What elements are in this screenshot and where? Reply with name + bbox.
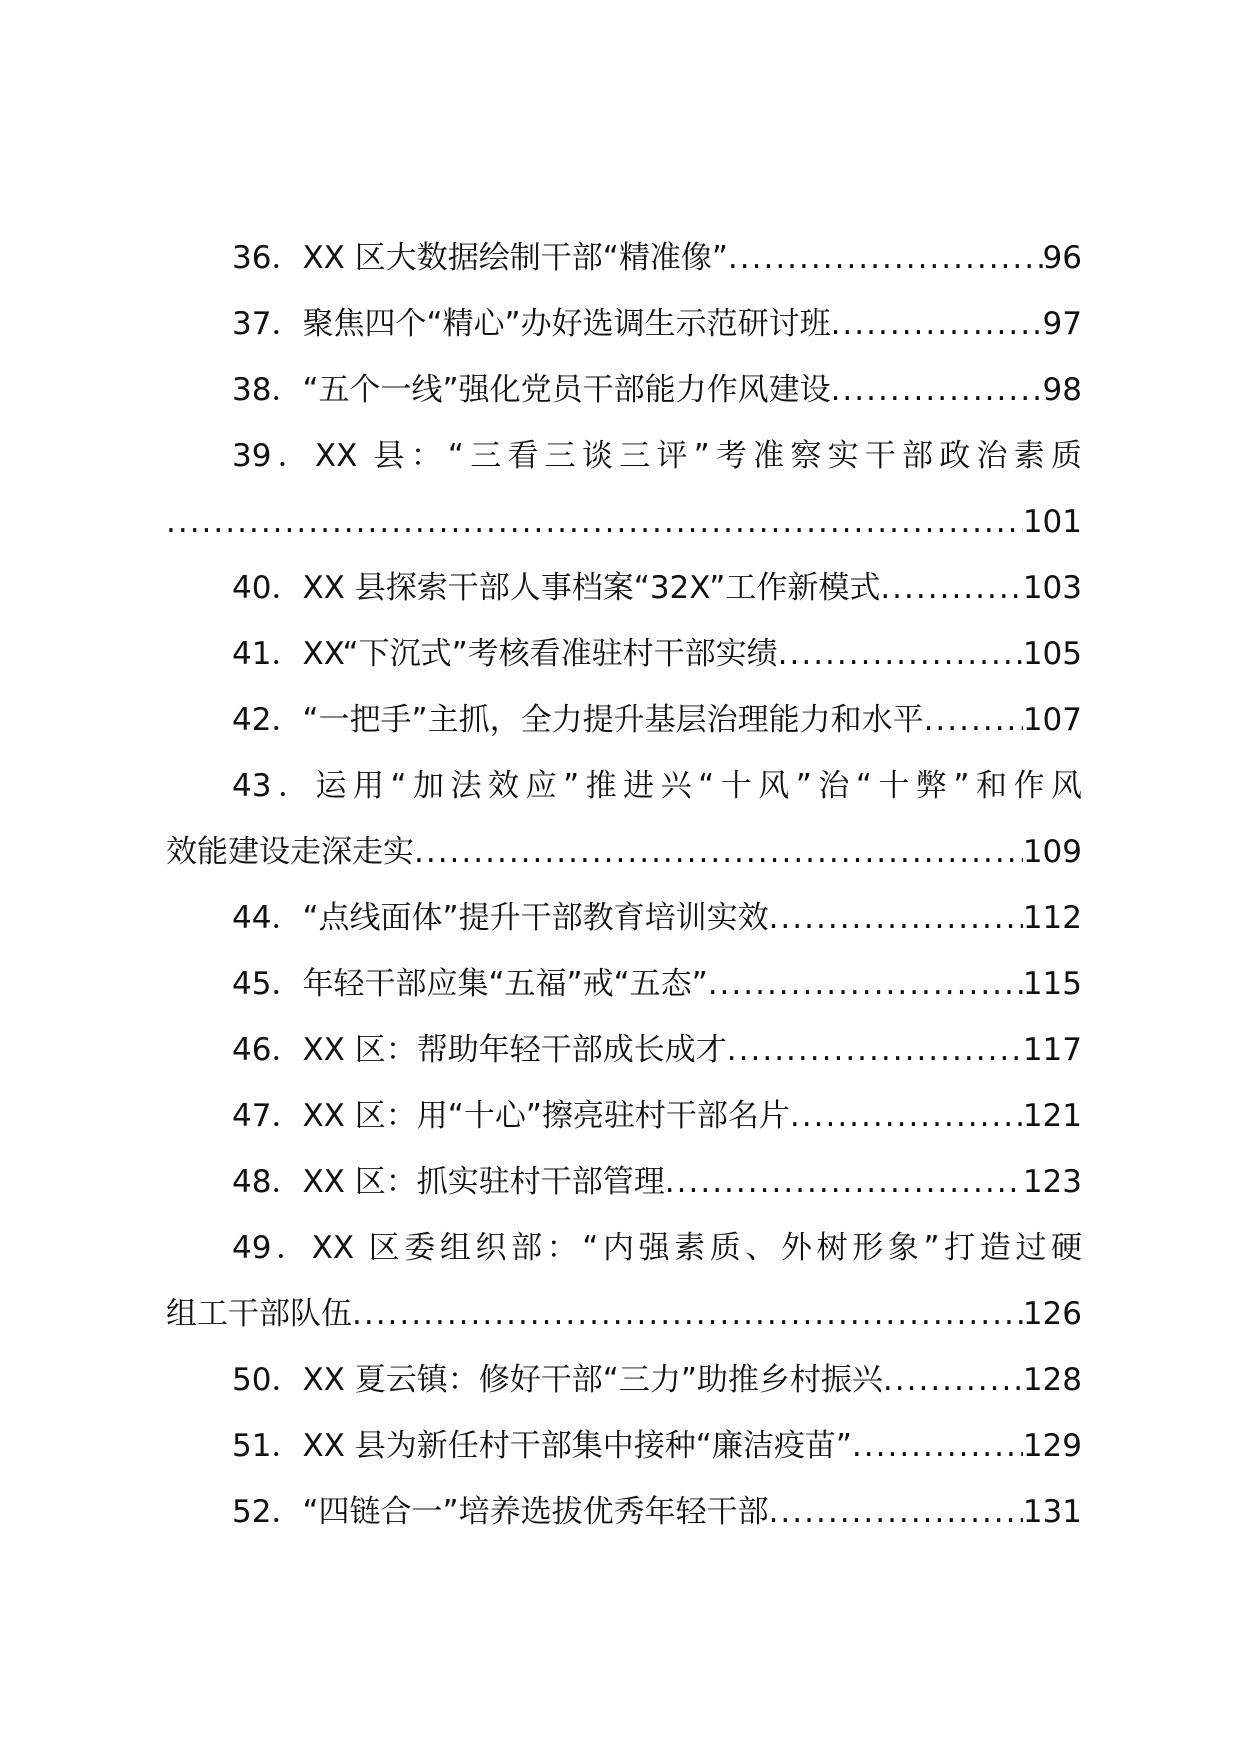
toc-entry-line[interactable] [166, 753, 1082, 819]
toc-page-number: 121 [1022, 1098, 1082, 1134]
toc-dot-leader [790, 1083, 1023, 1149]
toc-page-number: 128 [1022, 1362, 1082, 1398]
toc-entry-title: 36．XX 区大数据绘制干部“精准像” [232, 240, 728, 276]
toc-page-number: 117 [1022, 1032, 1082, 1068]
toc-page-number: 101 [1022, 504, 1082, 540]
toc-page-number: 115 [1022, 966, 1082, 1002]
toc-entry-line[interactable] [166, 1149, 1082, 1215]
toc-entry-line[interactable] [166, 1083, 1082, 1149]
toc-page-number: 98 [1042, 372, 1082, 408]
toc-entry-line[interactable] [166, 621, 1082, 687]
toc-entry-title: 52．“四链合一”培养选拔优秀年轻干部 [232, 1494, 769, 1530]
toc-page-number: 103 [1022, 570, 1082, 606]
toc-entry-title: 38．“五个一线”强化党员干部能力作风建设 [232, 372, 831, 408]
toc-dot-leader [728, 225, 1043, 291]
table-of-contents [166, 225, 1082, 1545]
toc-entry-line[interactable] [166, 687, 1082, 753]
toc-entry-title: 49．XX 区委组织部：“内强素质、外树形象”打造过硬 [232, 1230, 1082, 1266]
toc-entry-line[interactable] [166, 489, 1082, 555]
toc-dot-leader [852, 1413, 1023, 1479]
toc-entry-line[interactable] [166, 1017, 1082, 1083]
toc-entry-line[interactable] [166, 291, 1082, 357]
toc-entry-line[interactable] [166, 819, 1082, 885]
toc-page-number: 123 [1022, 1164, 1082, 1200]
toc-entry-line[interactable] [166, 951, 1082, 1017]
toc-entry-title: 40．XX 县探索干部人事档案“32X”工作新模式 [232, 570, 881, 606]
toc-entry-line[interactable] [166, 885, 1082, 951]
toc-dot-leader [924, 687, 1023, 753]
toc-entry-line[interactable] [166, 357, 1082, 423]
toc-entry-title: 43．运用“加法效应”推进兴“十风”治“十弊”和作风 [232, 768, 1082, 804]
toc-entry-line[interactable] [166, 225, 1082, 291]
toc-page-number: 126 [1022, 1296, 1082, 1332]
toc-dot-leader [880, 555, 1023, 621]
toc-dot-leader [831, 291, 1043, 357]
toc-dot-leader [883, 1347, 1023, 1413]
toc-dot-leader [352, 1281, 1023, 1347]
toc-entry-title: 48．XX 区：抓实驻村干部管理 [232, 1164, 665, 1200]
toc-entry-title: 效能建设走深走实 [166, 834, 414, 870]
toc-entry-title: 44．“点线面体”提升干部教育培训实效 [232, 900, 769, 936]
toc-entry-line[interactable] [166, 555, 1082, 621]
toc-dot-leader [166, 489, 1023, 555]
toc-page-number: 97 [1042, 306, 1082, 342]
toc-entry-title: 47．XX 区：用“十心”擦亮驻村干部名片 [232, 1098, 790, 1134]
toc-entry-line[interactable] [166, 1479, 1082, 1545]
toc-dot-leader [727, 1017, 1023, 1083]
toc-entry-line[interactable] [166, 1281, 1082, 1347]
toc-entry-line[interactable] [166, 1413, 1082, 1479]
toc-page-number: 112 [1022, 900, 1082, 936]
toc-page-number: 129 [1022, 1428, 1082, 1464]
toc-entry-title: 46．XX 区：帮助年轻干部成长成才 [232, 1032, 727, 1068]
toc-page-number: 96 [1042, 240, 1082, 276]
toc-dot-leader [769, 885, 1023, 951]
toc-entry-title: 51．XX 县为新任村干部集中接种“廉洁疫苗” [232, 1428, 852, 1464]
toc-entry-title: 50．XX 夏云镇：修好干部“三力”助推乡村振兴 [232, 1362, 883, 1398]
toc-dot-leader [708, 951, 1023, 1017]
toc-entry-title: 37．聚焦四个“精心”办好选调生示范研讨班 [232, 306, 831, 342]
toc-entry-title: 39．XX 县：“三看三谈三评”考准察实干部政治素质 [232, 438, 1082, 474]
toc-dot-leader [769, 1479, 1023, 1545]
toc-dot-leader [665, 1149, 1023, 1215]
toc-entry-line[interactable] [166, 423, 1082, 489]
toc-entry-title: 组工干部队伍 [166, 1296, 352, 1332]
toc-page-number: 107 [1022, 702, 1082, 738]
toc-dot-leader [778, 621, 1023, 687]
toc-entry-title: 41．XX“下沉式”考核看准驻村干部实绩 [232, 636, 778, 672]
toc-entry-title: 42．“一把手”主抓，全力提升基层治理能力和水平 [232, 702, 924, 738]
toc-page-number: 109 [1022, 834, 1082, 870]
toc-page-number: 131 [1022, 1494, 1082, 1530]
toc-entry-line[interactable] [166, 1347, 1082, 1413]
toc-entry-line[interactable] [166, 1215, 1082, 1281]
toc-page-number: 105 [1022, 636, 1082, 672]
toc-dot-leader [414, 819, 1023, 885]
toc-dot-leader [831, 357, 1043, 423]
toc-entry-title: 45．年轻干部应集“五福”戒“五态” [232, 966, 708, 1002]
